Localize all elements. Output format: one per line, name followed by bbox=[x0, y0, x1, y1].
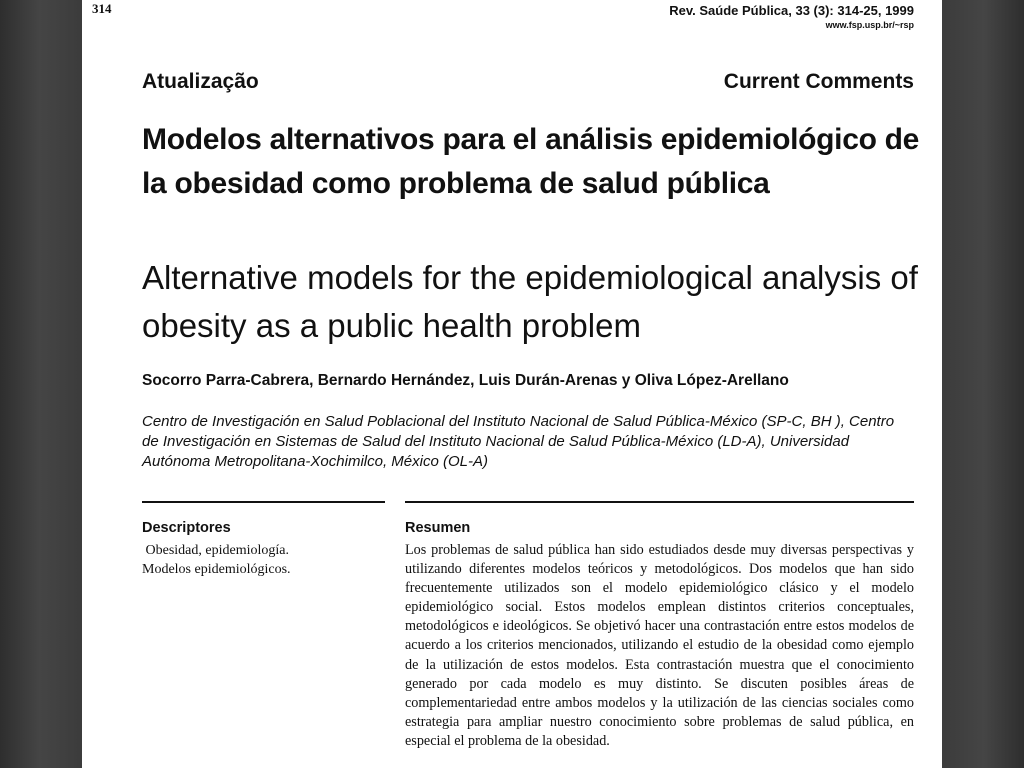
authors: Socorro Parra-Cabrera, Bernardo Hernández, Luis Durán-Arenas y Oliva López-Arellano bbox=[142, 372, 789, 389]
document-page bbox=[82, 0, 942, 768]
section-label-right: Current Comments bbox=[723, 70, 914, 93]
descriptors-heading: Descriptores bbox=[142, 520, 231, 536]
descriptors-text: Obesidad, epidemiología. Modelos epidemiológicos. bbox=[142, 543, 291, 577]
title-english: Alternative models for the epidemiological analysis of obesity as a public health problem bbox=[142, 259, 918, 344]
journal-url: www.fsp.usp.br/~rsp bbox=[825, 20, 914, 30]
divider-left bbox=[142, 501, 385, 503]
journal-reference: Rev. Saúde Pública, 33 (3): 314-25, 1999 bbox=[669, 3, 914, 18]
affiliation: Centro de Investigación en Salud Poblacional del Instituto Nacional de Salud Pública-México (SP-C, BH ), Centro de Investigación en Sistemas de Salud del Instituto Nacional de Salud Pública-México (LD-A), Universidad Autónoma Metropolitana-Xochimilco, México (OL-A) bbox=[142, 413, 895, 470]
page-number: 314 bbox=[92, 1, 112, 16]
section-label-left: Atualização bbox=[142, 70, 259, 93]
title-spanish: Modelos alternativos para el análisis epidemiológico de la obesidad como problema de salud pública bbox=[142, 123, 920, 200]
abstract-heading: Resumen bbox=[405, 520, 471, 536]
divider-right bbox=[405, 501, 914, 503]
abstract-text: Los problemas de salud pública han sido estudiados desde muy diversas perspectivas y utilizando diferentes modelos teóricos y metodológicos. Dos modelos que han sido frecuentemente utilizados son el modelo epidemiológico clásico y el modelo epidemiológico social. Estos modelos emplean distintos criterios conceptuales, metodológicos e ideológicos. Se objetivó hacer una contrastación entre estos modelos de acuerdo a los criterios mencionados, utilizando el estudio de la obesidad como ejemplo de la utilización de estos modelos. Esta contrastación muestra que el conocimiento generado por cada modelo es muy distinto. Se discuten posibles áreas de complementariedad entre ambos modelos y la utilización de las ciencias sociales como estrategia para ampliar nuestro conocimiento sobre problemas de salud pública, en especial el problema de la obesidad. bbox=[405, 542, 914, 749]
